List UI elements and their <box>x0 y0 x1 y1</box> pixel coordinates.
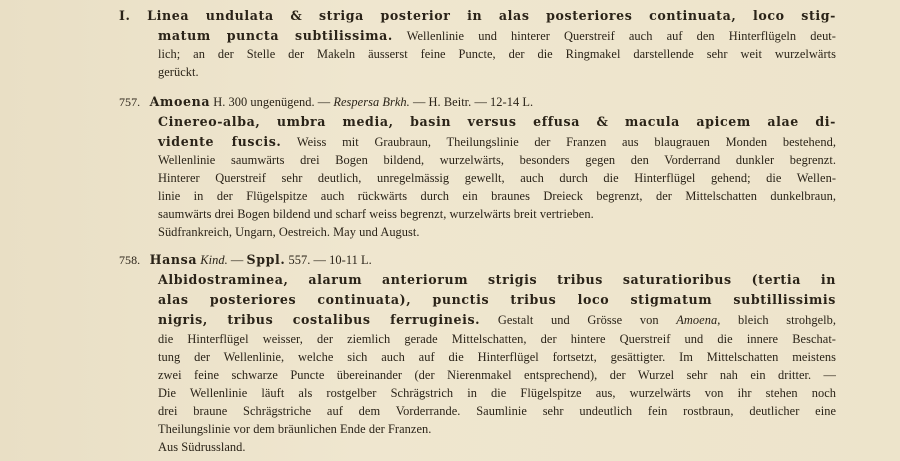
reference: H. 300 ungenügend. — <box>213 95 331 109</box>
text-line: gerückt. <box>158 65 199 79</box>
entry-number: 757. <box>119 95 141 109</box>
species-name: Amoena <box>149 94 211 109</box>
text-line: linie in der Flügelspitze auch rückwärts durch ein braunes Dreieck begrenzt, der Mittelschatten dunkelbraun, <box>158 189 836 203</box>
description-text: , bleich strohgelb, <box>717 313 837 327</box>
latin-diagnosis: vidente fuscis. <box>158 134 282 149</box>
latin-diagnosis-line <box>158 114 836 130</box>
text-line <box>158 28 836 44</box>
author: Kind. <box>200 253 228 267</box>
latin-diagnosis: nigris, tribus costalibus ferrugineis. <box>158 312 481 327</box>
latin-diagnosis-line <box>158 292 836 308</box>
dash: — <box>230 253 244 267</box>
latin-diagnosis: matum puncta subtilissima. <box>158 28 393 43</box>
text-line: saumwärts drei Bogen bildend und scharf weiss begrenzt, wurzelwärts breit vertrieben. <box>158 207 594 221</box>
description-text: Weiss mit Graubraun, Theilungslinie der Franzen aus blaugrauen Monden bestehend, <box>296 135 836 149</box>
latin-diagnosis: I. Linea undulata & striga posterior in alas posteriores continuata, loco stig- <box>119 8 836 23</box>
text-line: die Hinterflügel weisser, der ziemlich gerade Mittelschatten, der hintere Querstreif und die innere Beschat- <box>158 332 836 346</box>
text-line: zwei feine schwarze Puncte übereinander (der Nierenmakel entsprechend), der Wurzel sehr nah ein dritter. — <box>158 368 836 382</box>
text-line: Hinterer Querstreif sehr deutlich, unregelmässig gewellt, auch durch die Hinterflügel gehend; die Wellen- <box>158 171 836 185</box>
text-line: Theilungslinie vor dem bräunlichen Ende der Franzen. <box>158 422 432 436</box>
text-line <box>158 134 836 150</box>
entry-757-header <box>119 94 533 110</box>
text-line: tung der Wellenlinie, welche sich auch auf die Hinterflügel fortsetzt, gesättigter. Im Mittelschatten meistens <box>158 350 836 364</box>
species-reference: Amoena <box>676 313 718 327</box>
species-name: Hansa <box>149 252 198 267</box>
description-text: Wellenlinie und hinterer Querstreif auch auf den Hinterflügeln deut- <box>406 29 836 43</box>
text-line <box>158 312 836 328</box>
latin-diagnosis: alas posteriores continuata), punctis tribus loco stigmatum subtillissimis <box>158 292 836 307</box>
locality-line: Aus Südrussland. <box>158 440 246 454</box>
text-line: lich; an der Stelle der Makeln äusserst feine Puncte, der die Ringmakel darstellende sehr weit wurzelwärts <box>158 47 836 61</box>
latin-diagnosis: Albidostraminea, alarum anteriorum strigis tribus saturatioribus (tertia in <box>158 272 836 287</box>
synonym: Respersa Brkh. <box>333 95 410 109</box>
reference-bold: Sppl. <box>246 252 286 267</box>
text-line: Die Wellenlinie läuft als rostgelber Schrägstrich in die Flügelspitze aus, wurzelwärts von ihr stehen noch <box>158 386 836 400</box>
latin-diagnosis: Cinereo-alba, umbra media, basin versus effusa & macula apicem alae di- <box>158 114 836 129</box>
text-line: drei braune Schrägstriche auf dem Vorderrande. Saumlinie sehr undeutlich fein rostbraun, deutlicher eine <box>158 404 836 418</box>
latin-diagnosis-line <box>158 272 836 288</box>
entry-number: 758. <box>119 253 141 267</box>
reference-size: 557. — 10-11 L. <box>288 253 372 267</box>
text-line: Wellenlinie saumwärts drei Bogen bildend, wurzelwärts, besonders gegen den Vorderrand dunkler begrenzt. <box>158 153 836 167</box>
heading-line-1 <box>119 8 836 24</box>
reference-size: — H. Beitr. — 12-14 L. <box>412 95 534 109</box>
description-text: Gestalt und Grösse von <box>497 313 659 327</box>
entry-758-header <box>119 252 372 268</box>
locality-line: Südfrankreich, Ungarn, Oestreich. May und August. <box>158 225 420 239</box>
